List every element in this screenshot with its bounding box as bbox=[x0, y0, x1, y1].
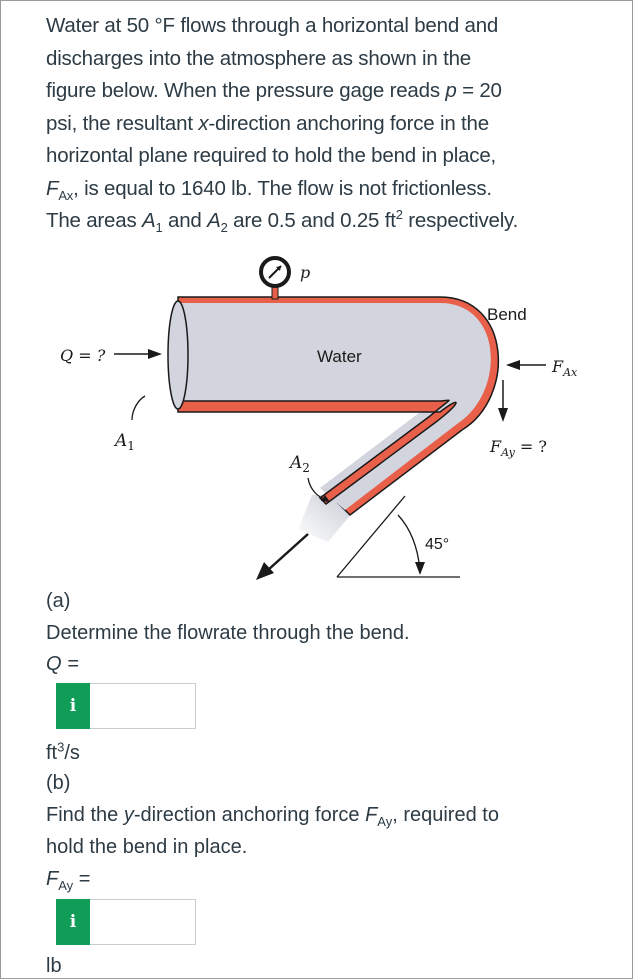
part-b-unit: lb bbox=[46, 955, 62, 977]
problem-line: $F_{Ax}$, is equal to 1640 lb. The flow is not frictionless. bbox=[46, 176, 492, 203]
a1-pointer bbox=[132, 396, 145, 420]
bend-label: Bend bbox=[487, 305, 527, 324]
info-icon: i bbox=[69, 912, 77, 932]
outflow-arrow-shaft bbox=[268, 534, 308, 570]
part-a-unit: $ft^3/s$ bbox=[46, 739, 80, 764]
problem-line: The areas $A_1$ and $A_2$ are 0.5 and 0.25 $ft^2$ respectively. bbox=[46, 207, 519, 236]
fay-label: $F_{Ay}$ = ? bbox=[490, 437, 547, 459]
a2-label: $A_2$ bbox=[290, 453, 310, 475]
problem-line: figure below. When the pressure gage reads p = 20 bbox=[46, 79, 502, 102]
part-a-answer-field bbox=[56, 683, 196, 729]
part-b-prompt-line2: hold the bend in place. bbox=[46, 836, 248, 858]
part-a-label: (a) bbox=[46, 590, 71, 612]
problem-line: horizontal plane required to hold the bend in place, bbox=[46, 144, 497, 167]
gauge-label: p bbox=[300, 263, 311, 282]
fay-input[interactable] bbox=[90, 899, 196, 945]
info-icon: i bbox=[69, 696, 77, 716]
outflow-arrow-head bbox=[256, 562, 274, 580]
info-button[interactable] bbox=[56, 683, 90, 729]
flowrate-input[interactable] bbox=[90, 683, 196, 729]
part-b-var: $F_{Ay}$ = bbox=[46, 868, 91, 893]
fax-label: $F_{Ax}$ bbox=[552, 357, 578, 379]
problem-line: psi, the resultant x-direction anchoring force in the bbox=[46, 111, 489, 135]
part-a-prompt: Determine the flowrate through the bend. bbox=[46, 622, 410, 644]
problem-statement bbox=[46, 10, 606, 238]
problem-line: discharges into the atmosphere as shown in the bbox=[46, 46, 471, 70]
problem-line: Water at 50 °F flows through a horizontal bend and bbox=[46, 14, 499, 37]
fay-arrow-head bbox=[498, 408, 508, 422]
info-button[interactable] bbox=[56, 899, 90, 945]
part-a-var: Q = bbox=[46, 653, 79, 675]
angle-label: 45° bbox=[425, 536, 450, 553]
q-label: Q = ? bbox=[60, 346, 106, 365]
part-b-answer-field bbox=[56, 899, 196, 945]
fax-arrow-head bbox=[506, 360, 520, 370]
pressure-gauge bbox=[261, 258, 289, 299]
a1-label: $A_1$ bbox=[115, 431, 135, 453]
pipe-inlet bbox=[168, 301, 188, 409]
angle-arc bbox=[398, 515, 420, 570]
part-b-label: (b) bbox=[46, 772, 71, 794]
inflow-arrow-head bbox=[148, 349, 162, 359]
part-b-prompt: Find the y-direction anchoring force $F_{Ay}$, required to bbox=[46, 804, 499, 829]
water-label: Water bbox=[317, 347, 362, 366]
pipe-bend-figure bbox=[0, 250, 633, 590]
